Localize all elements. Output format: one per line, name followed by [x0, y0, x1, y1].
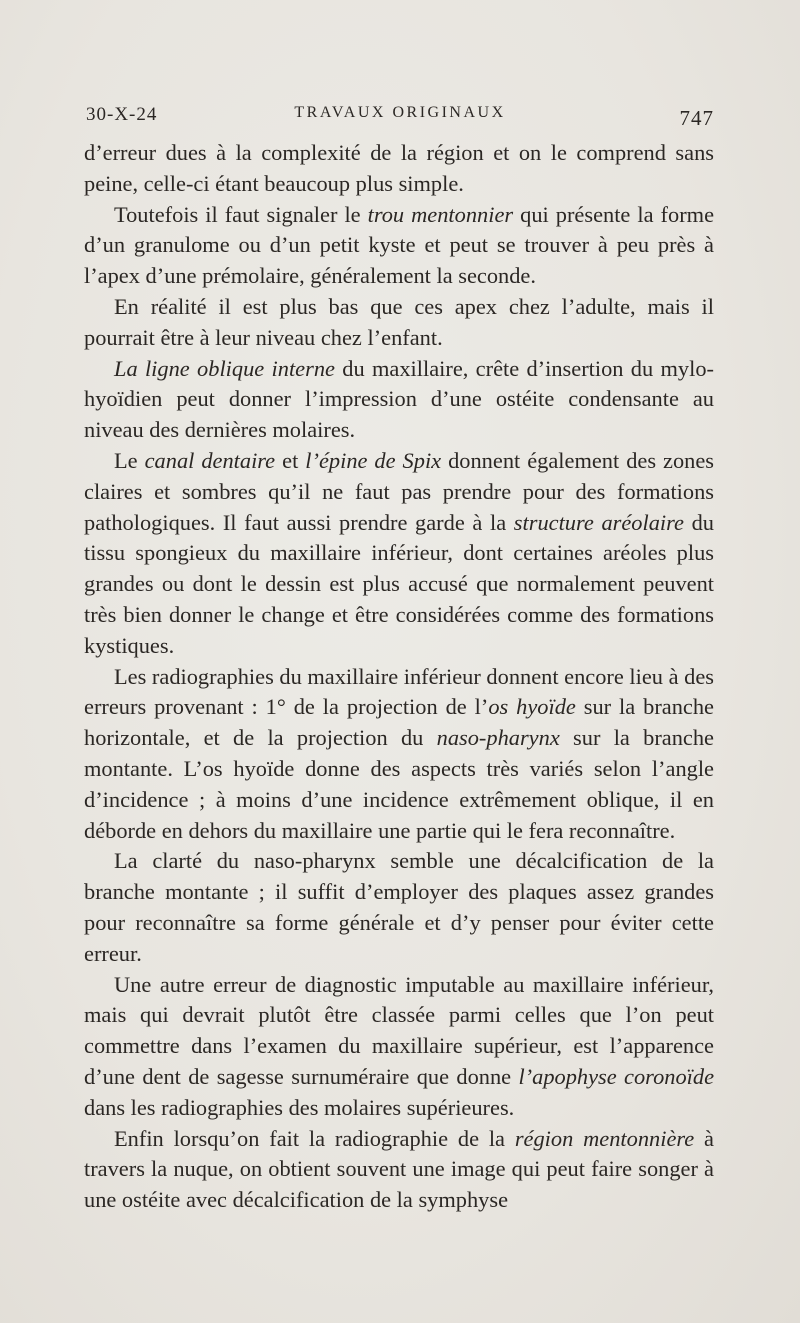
- text-run: Toutefois il faut signaler le: [114, 201, 368, 227]
- text-run: Les radiographies du maxillaire inférieur donnent encore lieu à des erreurs provenant : 1° de la projection de l’: [84, 663, 714, 720]
- italic-term: La ligne oblique interne: [114, 355, 335, 381]
- paragraph: [84, 292, 714, 354]
- text-run: sur la branche montante. L’os hyoïde donne des aspects très variés selon l’angle d’incidence ; à moins d’une incidence extrêmement oblique, il en déborde en dehors du maxillaire une partie qui le fera reconnaître.: [84, 725, 714, 843]
- text-run: du maxillaire, crête d’insertion du mylo-hyoïdien peut donner l’impression d’une ostéite condensante au niveau des dernières molaires.: [84, 355, 715, 443]
- text-run: et: [275, 447, 306, 473]
- page-number: 747: [679, 106, 714, 130]
- text-run: d’erreur dues à la complexité de la région et on le comprend sans peine, celle-ci étant beaucoup plus simple.: [84, 140, 714, 196]
- paragraph: [84, 354, 714, 446]
- italic-term: structure aréolaire: [513, 509, 684, 535]
- text-run: Le: [114, 447, 145, 473]
- text-run: Enfin lorsqu’on fait la radiographie de la: [114, 1125, 515, 1151]
- paragraph: [84, 446, 714, 662]
- text-run: à travers la nuque, on obtient souvent une image qui peut faire songer à une ostéite avec décalcification de la symphyse: [84, 1125, 714, 1213]
- paragraph: [84, 138, 714, 200]
- header-section-title: TRAVAUX ORIGINAUX: [294, 104, 506, 121]
- italic-term: canal dentaire: [144, 447, 276, 473]
- paragraph: [84, 662, 714, 847]
- italic-term: naso-pharynx: [436, 725, 560, 751]
- text-run: dans les radiographies des molaires supérieures.: [84, 1094, 515, 1120]
- italic-term: région mentonnière: [514, 1125, 695, 1151]
- italic-term: l’épine de Spix: [305, 447, 442, 473]
- italic-term: os hyoïde: [488, 694, 576, 720]
- italic-term: trou mentonnier: [367, 201, 514, 227]
- header-date: 30-X-24: [86, 104, 158, 125]
- italic-term: l’apophyse coronoïde: [518, 1063, 715, 1089]
- text-run: qui présente la forme d’un granulome ou d’un petit kyste et peut se trouver à peu près à l’apex d’une prémolaire, généralement la seconde.: [84, 201, 715, 289]
- text-run: donnent également des zones claires et sombres qu’il ne faut pas prendre pour des formations pathologiques. Il faut aussi prendre garde à la: [84, 447, 715, 535]
- paragraph: [84, 846, 714, 969]
- text-run: La clarté du naso-pharynx semble une décalcification de la branche montante ; il suffit d’employer des plaques assez grandes pour reconnaître sa forme générale et d’y penser pour éviter cette erreur.: [84, 848, 714, 966]
- paragraph: [84, 970, 714, 1124]
- running-header: [86, 100, 714, 130]
- body-text: [84, 138, 714, 1216]
- text-run: sur la branche horizontale, et de la projection du: [84, 694, 714, 751]
- paragraph: [84, 1124, 714, 1216]
- paragraph: [84, 200, 714, 292]
- text-run: En réalité il est plus bas que ces apex chez l’adulte, mais il pourrait être à leur niveau chez l’enfant.: [84, 293, 714, 350]
- text-run: du tissu spongieux du maxillaire inférieur, dont certaines aréoles plus grandes ou dont le dessin est plus accusé que normalement peuvent très bien donner le change et être considérées comme des formations kystiques.: [84, 509, 714, 658]
- text-run: Une autre erreur de diagnostic imputable au maxillaire inférieur, mais qui devrait plutôt être classée parmi celles que l’on peut commettre dans l’examen du maxillaire supérieur, est l’apparence d’une dent de sagesse surnuméraire que donne: [84, 971, 714, 1089]
